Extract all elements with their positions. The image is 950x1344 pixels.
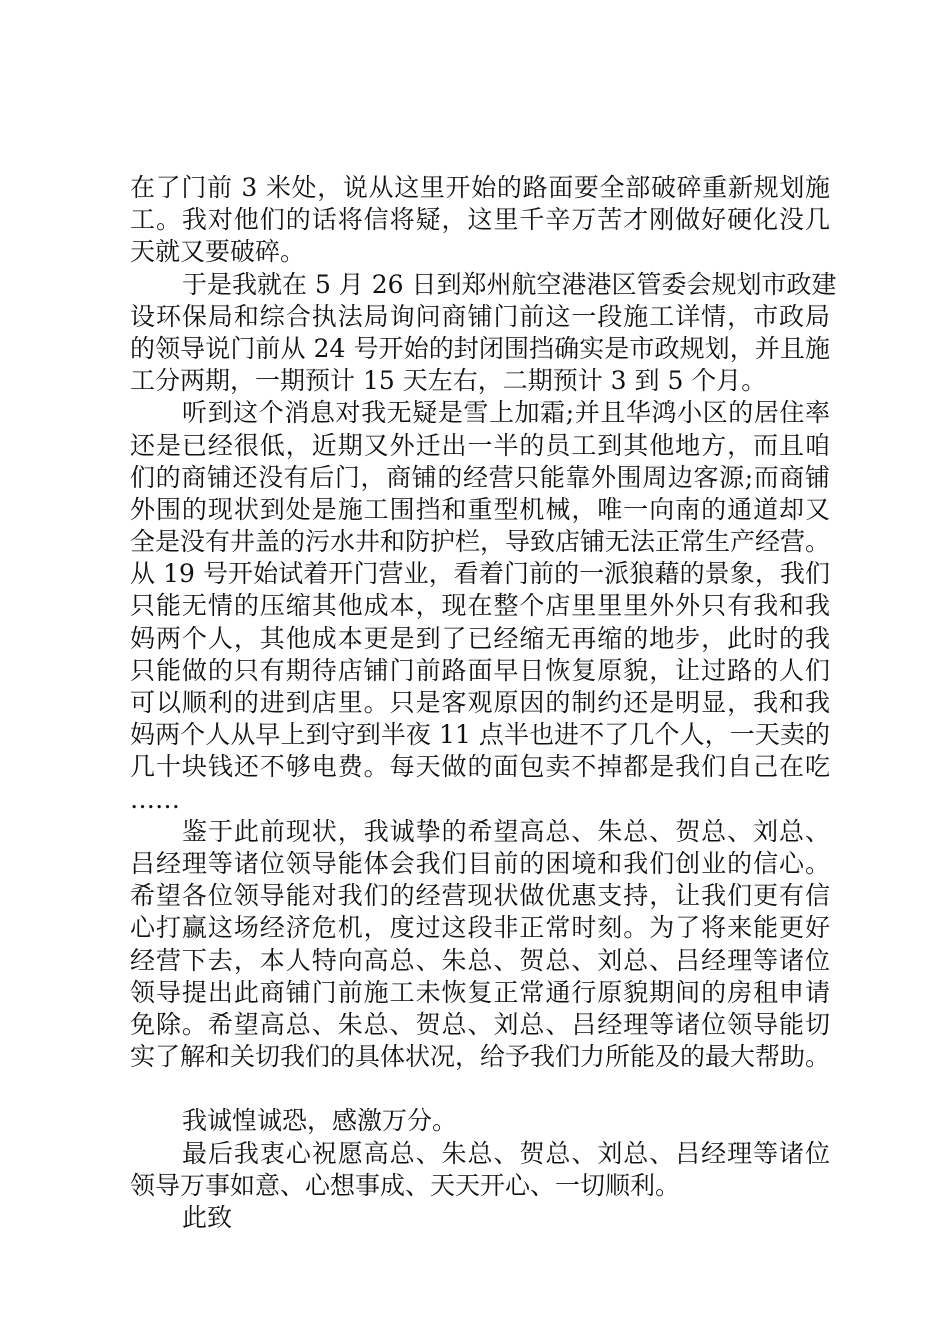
text-line: 几十块钱还不够电费。每天做的面包卖不掉都是我们自己在吃 <box>130 752 830 782</box>
text-line: 最后我衷心祝愿高总、朱总、贺总、刘总、吕经理等诸位 <box>182 1138 830 1168</box>
text-line: 我诚惶诚恐，感激万分。 <box>182 1106 458 1136</box>
text-line: 实了解和关切我们的具体状况，给予我们力所能及的最大帮助。 <box>130 1042 831 1072</box>
paragraph <box>130 816 830 1074</box>
paragraph <box>130 1138 830 1202</box>
text-line: 从 19 号开始试着开门营业，看着门前的一派狼藉的景象，我们 <box>130 559 830 589</box>
text-line: 妈两个人，其他成本更是到了已经缩无再缩的地步，此时的我 <box>130 623 830 653</box>
text-line: …… <box>130 784 180 814</box>
text-line: 全是没有井盖的污水井和防护栏，导致店铺无法正常生产经营。 <box>130 527 831 557</box>
text-line: 免除。希望高总、朱总、贺总、刘总、吕经理等诸位领导能切 <box>130 1009 830 1039</box>
text-line: 只能做的只有期待店铺门前路面早日恢复原貌，让过路的人们 <box>130 655 830 685</box>
text-line: 在了门前 3 米处，说从这里开始的路面要全部破碎重新规划施 <box>130 173 830 202</box>
paragraph <box>130 397 830 815</box>
blank-line <box>130 1073 830 1105</box>
text-line: 可以顺利的进到店里。只是客观原因的制约还是明显，我和我 <box>130 688 830 717</box>
text-line: 外围的现状到处是施工围挡和重型机械，唯一向南的通道却又 <box>130 494 830 524</box>
text-line: 妈两个人从早上到守到半夜 11 点半也进不了几个人，一天卖的 <box>130 720 830 750</box>
text-line: 吕经理等诸位领导能体会我们目前的困境和我们创业的信心。 <box>130 848 830 878</box>
paragraph <box>130 269 837 398</box>
text-line: 还是已经很低，近期又外迁出一半的员工到其他地方，而且咱 <box>130 430 830 460</box>
text-line: 此致 <box>182 1203 233 1232</box>
paragraph <box>130 1202 830 1234</box>
paragraph <box>130 1105 830 1137</box>
text-line: 的领导说门前从 24 号开始的封闭围挡确实是市政规划，并且施 <box>130 333 830 363</box>
text-line: 工。我对他们的话将信将疑，这里千辛万苦才刚做好硬化没几 <box>130 205 830 235</box>
text-line: 听到这个消息对我无疑是雪上加霜;并且华鸿小区的居住率 <box>182 398 830 428</box>
paragraph <box>130 172 830 269</box>
text-line: 心打赢这场经济危机，度过这段非正常时刻。为了将来能更好 <box>130 913 830 943</box>
text-line: 于是我就在 5 月 26 日到郑州航空港港区管委会规划市政建 <box>182 269 837 299</box>
text-line: 经营下去，本人特向高总、朱总、贺总、刘总、吕经理等诸位 <box>130 945 830 975</box>
text-line: 天就又要破碎。 <box>130 237 306 267</box>
text-line: 只能无情的压缩其他成本，现在整个店里里里外外只有我和我 <box>130 591 830 621</box>
text-line: 们的商铺还没有后门，商铺的经营只能靠外围周边客源;而商铺 <box>130 462 830 492</box>
letter-body <box>130 172 837 1234</box>
text-line: 领导万事如意、心想事成、天天开心、一切顺利。 <box>130 1170 681 1200</box>
text-line: 设环保局和综合执法局询问商铺门前这一段施工详情，市政局 <box>130 301 830 331</box>
text-line: 鉴于此前现状，我诚挚的希望高总、朱总、贺总、刘总、 <box>182 816 830 846</box>
text-line: 工分两期，一期预计 15 天左右，二期预计 3 到 5 个月。 <box>130 366 767 396</box>
text-line: 领导提出此商铺门前施工未恢复正常通行原貌期间的房租申请 <box>130 977 830 1007</box>
text-line: 希望各位领导能对我们的经营现状做优惠支持，让我们更有信 <box>130 881 830 911</box>
